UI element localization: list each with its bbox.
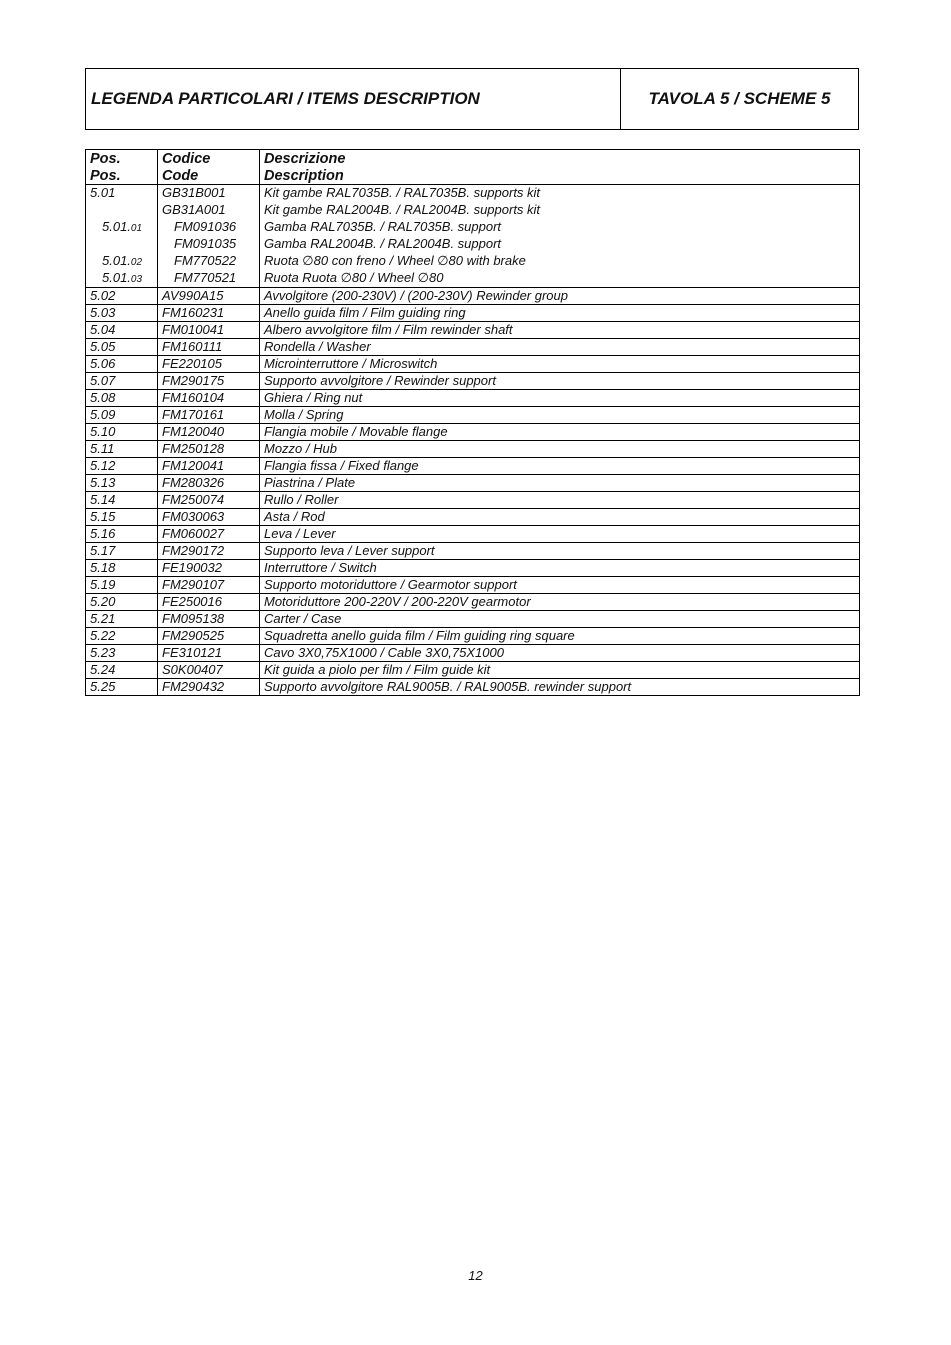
column-header-pos: [86, 150, 158, 185]
code-cell: FM290107: [158, 577, 260, 594]
description-cell: Ghiera / Ring nut: [260, 390, 860, 407]
description-cell: Molla / Spring: [260, 407, 860, 424]
pos-cell: 5.13: [86, 475, 158, 492]
header-desc-en: Description: [264, 168, 344, 184]
pos-cell: 5.24: [86, 662, 158, 679]
group-desc-line: Kit gambe RAL7035B. / RAL7035B. supports kit: [264, 185, 541, 200]
pos-cell: 5.04: [86, 322, 158, 339]
description-cell: Supporto avvolgitore RAL9005B. / RAL9005B. rewinder support: [260, 679, 860, 696]
code-cell: FM120040: [158, 424, 260, 441]
description-cell: Mozzo / Hub: [260, 441, 860, 458]
pos-cell: 5.16: [86, 526, 158, 543]
code-cell: S0K00407: [158, 662, 260, 679]
description-cell: Supporto leva / Lever support: [260, 543, 860, 560]
pos-cell: 5.14: [86, 492, 158, 509]
table-row: [86, 441, 860, 458]
group-pos-cell: [86, 185, 158, 288]
description-cell: Flangia fissa / Fixed flange: [260, 458, 860, 475]
table-row: [86, 373, 860, 390]
group-pos-line: [90, 253, 157, 270]
group-pos-line: [90, 202, 157, 219]
description-cell: Piastrina / Plate: [260, 475, 860, 492]
pos-cell: 5.10: [86, 424, 158, 441]
description-cell: Albero avvolgitore film / Film rewinder shaft: [260, 322, 860, 339]
group-pos-line: [90, 185, 157, 202]
table-row: [86, 662, 860, 679]
pos-cell: 5.15: [86, 509, 158, 526]
code-cell: FM250128: [158, 441, 260, 458]
code-cell: FM160104: [158, 390, 260, 407]
group-desc-line: Kit gambe RAL2004B. / RAL2004B. supports kit: [264, 202, 541, 217]
group-desc-line: Gamba RAL7035B. / RAL7035B. support: [264, 219, 502, 234]
pos-cell: 5.11: [86, 441, 158, 458]
document-title: LEGENDA PARTICOLARI / ITEMS DESCRIPTION: [86, 69, 621, 129]
group-desc-line: Ruota Ruota ∅80 / Wheel ∅80: [264, 270, 444, 285]
description-cell: Kit guida a piolo per film / Film guide kit: [260, 662, 860, 679]
document-header: [85, 68, 859, 130]
code-cell: FM280326: [158, 475, 260, 492]
code-cell: FE250016: [158, 594, 260, 611]
description-cell: Flangia mobile / Movable flange: [260, 424, 860, 441]
description-cell: Rullo / Roller: [260, 492, 860, 509]
code-cell: AV990A15: [158, 288, 260, 305]
table-row: [86, 509, 860, 526]
description-cell: Anello guida film / Film guiding ring: [260, 305, 860, 322]
pos-cell: 5.07: [86, 373, 158, 390]
description-cell: Leva / Lever: [260, 526, 860, 543]
header-code-en: Code: [162, 168, 199, 184]
pos-cell: 5.21: [86, 611, 158, 628]
page-number: 12: [468, 1268, 483, 1283]
group-code-line: GB31B001: [162, 185, 226, 200]
pos-cell: 5.22: [86, 628, 158, 645]
code-cell: FM250074: [158, 492, 260, 509]
pos-cell: 5.02: [86, 288, 158, 305]
group-code-line: FM770521: [174, 270, 237, 285]
code-cell: FM095138: [158, 611, 260, 628]
header-code-it: Codice: [162, 151, 211, 167]
description-cell: Supporto avvolgitore / Rewinder support: [260, 373, 860, 390]
pos-cell: 5.06: [86, 356, 158, 373]
description-cell: Carter / Case: [260, 611, 860, 628]
description-cell: Asta / Rod: [260, 509, 860, 526]
table-row: [86, 339, 860, 356]
pos-cell: 5.23: [86, 645, 158, 662]
group-code-line: GB31A001: [162, 202, 226, 217]
pos-cell: 5.25: [86, 679, 158, 696]
group-desc-line: Gamba RAL2004B. / RAL2004B. support: [264, 236, 502, 251]
table-row: [86, 543, 860, 560]
table-row: [86, 407, 860, 424]
group-pos-line: [90, 219, 157, 236]
group-code-line: FM091035: [174, 236, 237, 251]
items-table-body: [86, 185, 860, 696]
header-pos-it: Pos.: [90, 151, 121, 167]
pos-cell: 5.08: [86, 390, 158, 407]
table-row: [86, 679, 860, 696]
code-cell: FE220105: [158, 356, 260, 373]
pos-cell: 5.03: [86, 305, 158, 322]
group-pos-number: 5.01.: [102, 270, 131, 285]
description-cell: Interruttore / Switch: [260, 560, 860, 577]
group-code-line: FM091036: [174, 219, 237, 234]
column-header-code: [158, 150, 260, 185]
table-row: [86, 305, 860, 322]
code-cell: FM160111: [158, 339, 260, 356]
table-row: [86, 288, 860, 305]
group-pos-suffix: 01: [130, 223, 143, 234]
column-header-description: [260, 150, 860, 185]
header-desc-it: Descrizione: [264, 151, 346, 167]
table-row: [86, 475, 860, 492]
code-cell: FM170161: [158, 407, 260, 424]
code-cell: FM120041: [158, 458, 260, 475]
code-cell: FM290175: [158, 373, 260, 390]
table-row: [86, 560, 860, 577]
pos-cell: 5.18: [86, 560, 158, 577]
group-pos-number: 5.01.: [102, 219, 131, 234]
group-pos-number: 5.01.: [102, 253, 131, 268]
group-pos-suffix: 02: [130, 257, 143, 268]
description-cell: Motoriduttore 200-220V / 200-220V gearmotor: [260, 594, 860, 611]
group-pos-suffix: 03: [130, 274, 143, 285]
table-row: [86, 390, 860, 407]
scheme-label: TAVOLA 5 / SCHEME 5: [648, 89, 831, 108]
pos-cell: 5.20: [86, 594, 158, 611]
group-pos-line: [90, 236, 157, 253]
code-cell: FM160231: [158, 305, 260, 322]
table-row: [86, 356, 860, 373]
description-cell: Avvolgitore (200-230V) / (200-230V) Rewinder group: [260, 288, 860, 305]
group-pos-line: [90, 270, 157, 287]
pos-cell: 5.19: [86, 577, 158, 594]
code-cell: FM290432: [158, 679, 260, 696]
description-cell: Rondella / Washer: [260, 339, 860, 356]
table-row: [86, 577, 860, 594]
pos-cell: 5.09: [86, 407, 158, 424]
code-cell: FM060027: [158, 526, 260, 543]
group-desc-line: Ruota ∅80 con freno / Wheel ∅80 with brake: [264, 253, 526, 268]
code-cell: FE190032: [158, 560, 260, 577]
description-cell: Squadretta anello guida film / Film guiding ring square: [260, 628, 860, 645]
table-row: [86, 492, 860, 509]
table-row: [86, 628, 860, 645]
pos-cell: 5.05: [86, 339, 158, 356]
group-desc-cell: [260, 185, 860, 288]
description-cell: Microinterruttore / Microswitch: [260, 356, 860, 373]
pos-cell: 5.17: [86, 543, 158, 560]
pos-cell: 5.12: [86, 458, 158, 475]
table-row: [86, 458, 860, 475]
code-cell: FM290172: [158, 543, 260, 560]
group-code-cell: [158, 185, 260, 288]
code-cell: FE310121: [158, 645, 260, 662]
code-cell: FM030063: [158, 509, 260, 526]
code-cell: FM010041: [158, 322, 260, 339]
group-pos-number: 5.01: [90, 185, 116, 200]
table-row: [86, 611, 860, 628]
table-row: [86, 322, 860, 339]
table-row: [86, 594, 860, 611]
table-row: [86, 645, 860, 662]
description-cell: Supporto motoriduttore / Gearmotor support: [260, 577, 860, 594]
table-header-row: [86, 150, 860, 185]
code-cell: FM290525: [158, 628, 260, 645]
items-table: [85, 149, 860, 696]
header-pos-en: Pos.: [90, 168, 121, 184]
table-row: [86, 526, 860, 543]
table-row-group-5-01: [86, 185, 860, 288]
description-cell: Cavo 3X0,75X1000 / Cable 3X0,75X1000: [260, 645, 860, 662]
group-code-line: FM770522: [174, 253, 237, 268]
table-row: [86, 424, 860, 441]
